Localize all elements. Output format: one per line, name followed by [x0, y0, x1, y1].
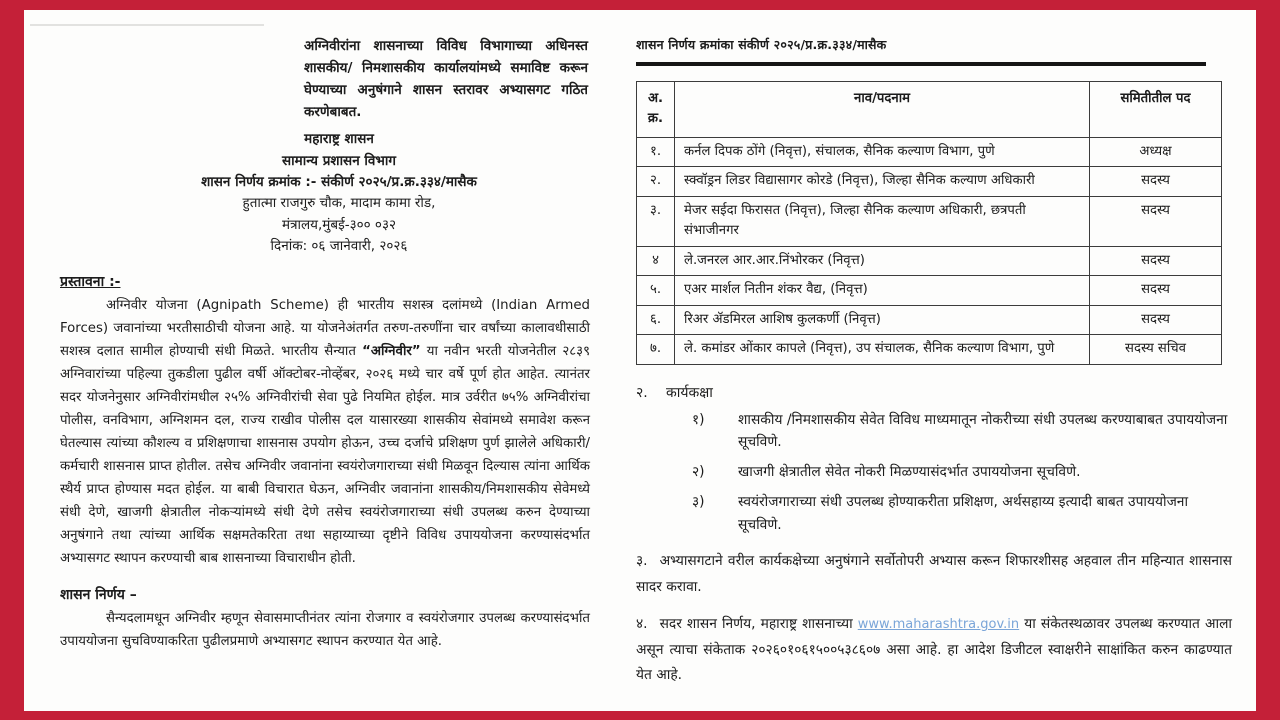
section-3-paragraph	[636, 549, 1232, 600]
section-2-number: २.	[636, 384, 648, 401]
table-row	[637, 137, 1222, 166]
cell-post: अध्यक्ष	[1090, 137, 1222, 166]
table-row	[637, 276, 1222, 305]
karyakaksha-item	[636, 409, 1232, 455]
cell-serial: ३.	[637, 196, 675, 246]
page-left	[24, 10, 604, 711]
karyakaksha-item	[636, 491, 1232, 537]
address-line-1: हुतात्मा राजगुरु चौक, मादाम कामा रोड,	[242, 195, 436, 212]
prastavana-paragraph	[60, 294, 590, 570]
cell-post: सदस्य सचिव	[1090, 335, 1222, 364]
cell-serial: ५.	[637, 276, 675, 305]
table-row	[637, 335, 1222, 364]
maharashtra-gov-link[interactable]: www.maharashtra.gov.in	[857, 617, 1020, 633]
cell-name: स्क्वॉड्रन लिडर विद्यासागर कोरडे (निवृत्त), जिल्हा सैनिक कल्याण अधिकारी	[675, 167, 1090, 196]
karyakaksha-item	[636, 461, 1232, 484]
prastavana-text-1: अग्निवीर योजना (Agnipath Scheme) ही भारतीय सशस्त्र दलांमध्ये (Indian Armed Forces) जवानांच्या भरतीसाठीची योजना आहे. या योजनेअंतर्गत तरुण-तरुणींना चार वर्षांच्या कालावधीसाठी सशस्त्र दलात सामील होण्याची संधी मिळते. भारतीय सैन्यात	[60, 298, 590, 360]
prastavana-text-2: या नवीन भरती योजनेतील २८३९ अग्निवारांच्या पहिल्या तुकडीला पुढील वर्षी ऑक्टोबर-नोव्हेंबर, २०२६ मध्ये चार वर्षे पूर्ण होत आहेत. त्यानंतर सदर योजनेनुसार अग्निवीरांमधील २५% अग्निवीरांची सेवा पुढे नियमित होईल. मात्र उर्वरीत ७५% अग्निवीरांचा पोलीस, वनविभाग, अग्निशमन दल, राज्य राखीव पोलीस दल यासारख्या शासकीय सेवांमध्ये समावेश करून घेतल्यास त्यांच्या कौशल्य व प्रशिक्षणाचा शासनास उपयोग होऊन, उच्च दर्जाचे प्रशिक्षण पुर्ण झालेले अधिकारी/कर्मचारी शासनास प्राप्त होतील. तसेच अग्निवीर जवानांना स्वयंरोजगाराच्या संधी मिळवून दिल्यास त्यांना आर्थिक स्थैर्य प्राप्त होण्यास मदत होईल. या बाबी विचारात घेऊन, अग्निवीर जवानांना शासकीय/निमशासकीय सेवेमध्ये संधी देणे, खाजगी क्षेत्रातील नोकऱ्यांमध्ये संधी देणे तसेच स्वयंरोजगाराच्या संधी उपलब्ध करुन देण्याच्या अनुषंगाने तथा त्यांच्या आर्थिक सक्षमतेकरिता तथा सहाय्याच्या दृष्टीने विविध उपाययोजना करण्यासंदर्भात अभ्यासगट स्थापन करण्याची बाब शासनाच्या विचाराधीन होती.	[60, 344, 590, 567]
table-row	[637, 196, 1222, 246]
section-3-text: अभ्यासगटाने वरील कार्यकक्षेच्या अनुषंगाने सर्वोतोपरी अभ्यास करून शिफारशीसह अहवाल तीन महिन्यात शासनास सादर करावा.	[636, 552, 1232, 595]
col-header-post: समितीतील पद	[1090, 82, 1222, 138]
nirnay-paragraph: सैन्यदलामधून अग्निवीर म्हणून सेवासमाप्तीनंतर त्यांना रोजगार व स्वयंरोजगार उपलब्ध करण्यासंदर्भात उपाययोजना सुचविण्याकरिता पुढीलप्रमाणे अभ्यासगट स्थापन करण्यात येत आहे.	[60, 611, 590, 650]
cell-post: सदस्य	[1090, 276, 1222, 305]
org-name: महाराष्ट्र शासन	[304, 131, 374, 148]
cell-serial: ४	[637, 246, 675, 275]
section-4-text-before-link: सदर शासन निर्णय, महाराष्ट्र शासनाच्या	[659, 616, 858, 633]
section-4-paragraph	[636, 612, 1232, 689]
cell-post: सदस्य	[1090, 305, 1222, 334]
agniveer-bold-word: “अग्निवीर”	[362, 344, 421, 360]
item-number: २)	[692, 464, 705, 481]
cell-serial: ६.	[637, 305, 675, 334]
col-header-name: नाव/पदनाम	[675, 82, 1090, 138]
col-header-sr: अ. क्र.	[637, 82, 675, 138]
cell-post: सदस्य	[1090, 246, 1222, 275]
cell-post: सदस्य	[1090, 196, 1222, 246]
section-4-text-after-link: या संकेतस्थळावर उपलब्ध करण्यात आला असून त्याचा संकेताक २०२६०१०६१५००५३८६०७ असा आहे. हा आदेश डिजीटल स्वाक्षरीने साक्षांकित करुन काढण्यात येत आहे.	[636, 616, 1232, 684]
cell-name: एअर मार्शल नितीन शंकर वैद्य, (निवृत्त)	[675, 276, 1090, 305]
gr-number-line: शासन निर्णय क्रमांक :- संकीर्ण २०२५/प्र.क्र.३३४/मासैक	[201, 174, 477, 191]
cell-name: रिअर ॲडमिरल आशिष कुलकर्णी (निवृत्त)	[675, 305, 1090, 334]
nirnay-heading: शासन निर्णय –	[60, 587, 137, 604]
section-3-number: ३.	[636, 552, 648, 569]
cell-name: ले. कमांडर ओंकार कापले (निवृत्त), उप संचालक, सैनिक कल्याण विभाग, पुणे	[675, 335, 1090, 364]
date-line: दिनांक: ०६ जानेवारी, २०२६	[270, 238, 408, 255]
item-text: स्वयंरोजगाराच्या संधी उपलब्ध होण्याकरीता प्रशिक्षण, अर्थसहाय्य इत्यादी बाबत उपाययोजना सूचविणे.	[738, 494, 1189, 534]
address-line-2: मंत्रालय,मुंबई-३०० ०३२	[282, 216, 396, 233]
header-rule	[636, 62, 1206, 66]
section-4-number: ४.	[636, 616, 648, 633]
table-row	[637, 167, 1222, 196]
cell-post: सदस्य	[1090, 167, 1222, 196]
item-number: ३)	[692, 494, 705, 511]
cell-serial: २.	[637, 167, 675, 196]
section-2-title: कार्यकक्षा	[666, 384, 713, 401]
department-name: सामान्य प्रशासन विभाग	[282, 152, 396, 169]
committee-table-body	[637, 137, 1222, 364]
table-row	[637, 305, 1222, 334]
item-number: १)	[692, 411, 705, 428]
cell-name: ले.जनरल आर.आर.निंभोरकर (निवृत्त)	[675, 246, 1090, 275]
karyakaksha-items	[636, 409, 1232, 537]
gr-header-block	[88, 129, 590, 257]
subject-text: अग्निवीरांना शासनाच्या विविध विभागाच्या अधिनस्त शासकीय/ निमशासकीय कार्यालयांमध्ये समाविष्ट करून घेण्याच्या अनुषंगाने शासन स्तरावर अभ्यासगट गठित करणेबाबत.	[304, 38, 588, 120]
cell-name: मेजर सईदा फिरासत (निवृत्त), जिल्हा सैनिक कल्याण अधिकारी, छत्रपती संभाजीनगर	[675, 196, 1090, 246]
gr-reference-line: शासन निर्णय क्रमांका संकीर्ण २०२५/प्र.क्र.३३४/मासैक	[636, 37, 887, 52]
item-text: खाजगी क्षेत्रातील सेवेत नोकरी मिळण्यासंदर्भात उपाययोजना सूचविणे.	[738, 464, 1081, 481]
page-edge-line	[30, 24, 264, 26]
table-row	[637, 246, 1222, 275]
table-header-row	[637, 82, 1222, 138]
item-text: शासकीय /निमशासकीय सेवेत विविध माध्यमातून नोकरीच्या संधी उपलब्ध करण्याबाबत उपाययोजना सूचविणे.	[738, 411, 1228, 451]
cell-name: कर्नल दिपक ठोंगे (निवृत्त), संचालक, सैनिक कल्याण विभाग, पुणे	[675, 137, 1090, 166]
prastavana-heading: प्रस्तावना :-	[60, 274, 121, 291]
page-right	[604, 10, 1256, 711]
cell-serial: ७.	[637, 335, 675, 364]
committee-table	[636, 81, 1222, 365]
cell-serial: १.	[637, 137, 675, 166]
committee-table-head	[637, 82, 1222, 138]
section-karyakaksha-heading	[636, 383, 1232, 402]
